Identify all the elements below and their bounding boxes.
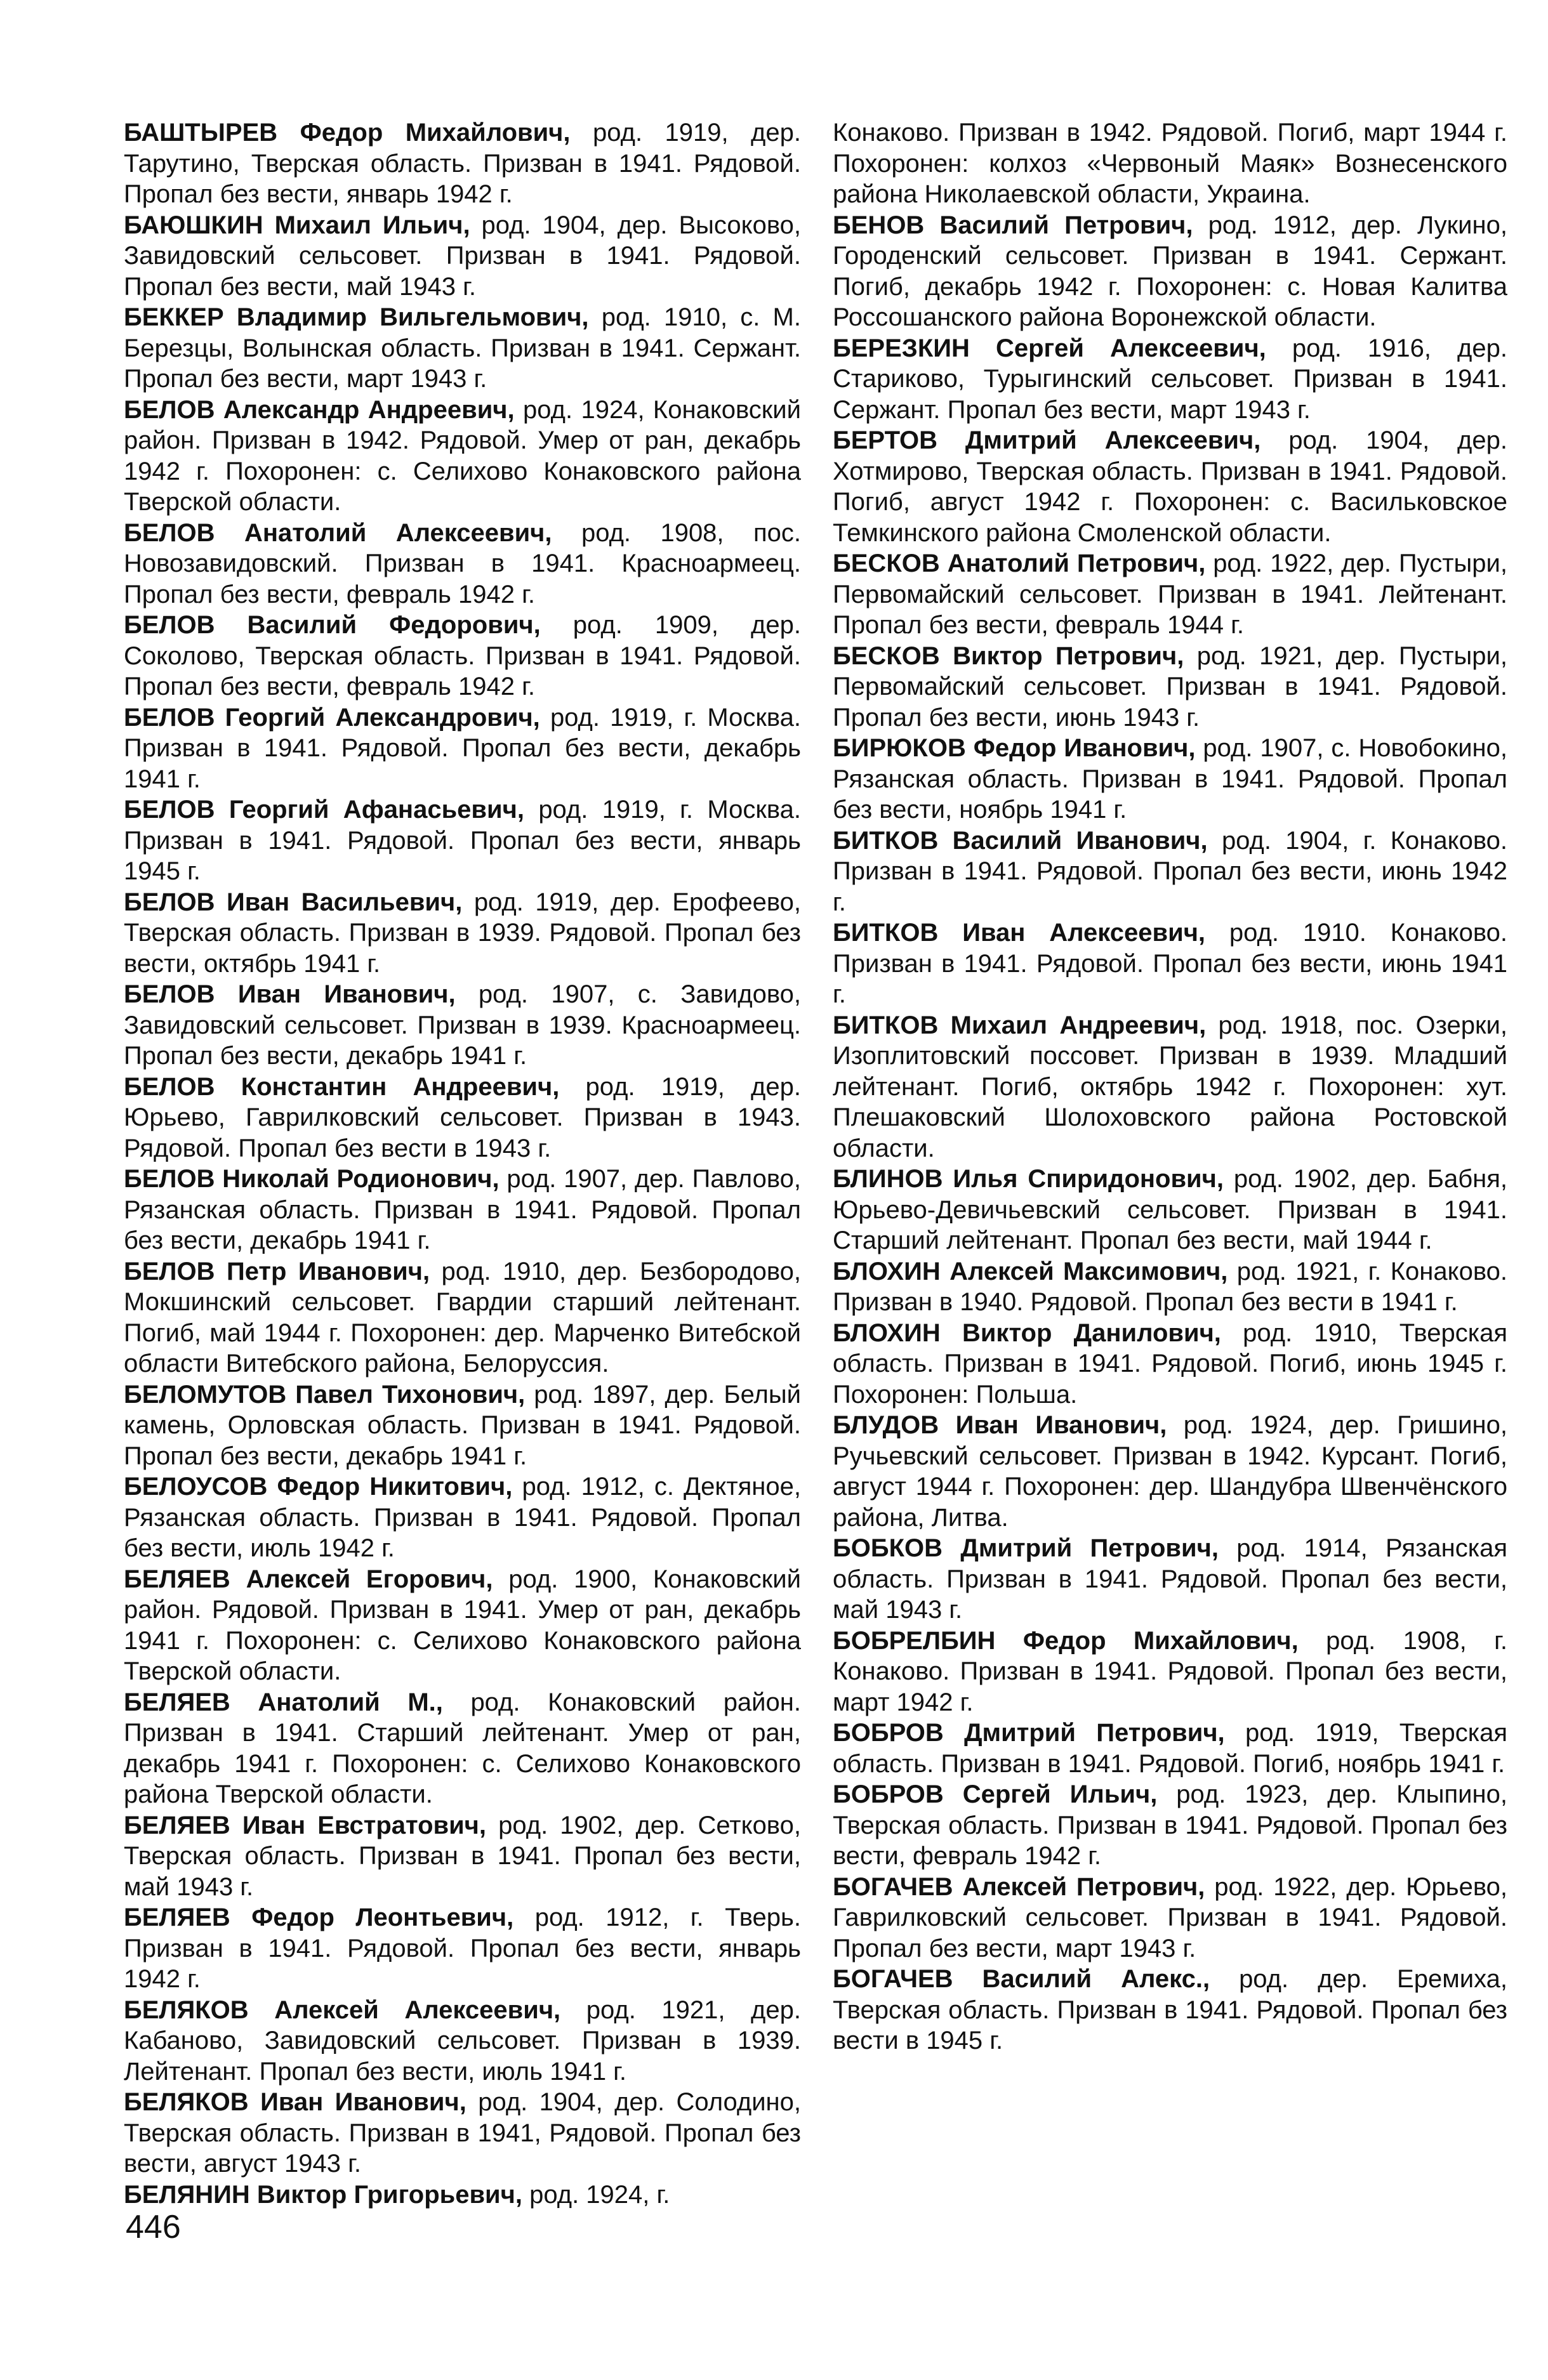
entry-given-name: Георгий Афанасьевич, — [228, 796, 524, 824]
entry-details: род. 1902, дер. Бабня, Юрьево-Девичьевский сельсовет. Призван в 1941. Старший лейтенант. Пропал без вести, май 1944 г. — [833, 1165, 1508, 1254]
entry — [124, 887, 801, 980]
entry-given-name: Анатолий М., — [258, 1688, 443, 1716]
entry-details: род. Конаковский район. Призван в 1941. Старший лейтенант. Умер от ран, декабрь 1941 г. Похоронен: с. Селихово Конаковского района Тверской области. — [124, 1688, 801, 1808]
entry-details: род. 1904, дер. Хотмирово, Тверская область. Призван в 1941. Рядовой. Погиб, август 1942 г. Похоронен: с. Васильковское Темкинского района Смоленской области. — [833, 426, 1507, 547]
entry-surname: БИРЮКОВ — [833, 734, 966, 762]
entry-given-name: Илья Спиридонович, — [953, 1165, 1224, 1193]
entry — [124, 1379, 801, 1472]
entry-surname: БЕЛЯЕВ — [124, 1903, 230, 1931]
entry — [833, 425, 1507, 548]
entry — [124, 1810, 801, 1903]
entry-details: род. 1912, с. Дектяное, Рязанская область. Призван в 1941. Рядовой. Пропал без вести, июль 1942 г. — [124, 1473, 801, 1562]
entry — [124, 1072, 801, 1164]
entry-given-name: Виктор Данилович, — [962, 1318, 1221, 1347]
entry-details: род. 1919, дер. Юрьево, Гаврилковский сельсовет. Призван в 1943. Рядовой. Пропал без вести в 1943 г. — [124, 1072, 801, 1162]
entry — [833, 1410, 1507, 1533]
entry-surname: БЕРТОВ — [833, 426, 938, 454]
entry — [833, 641, 1507, 733]
entry-given-name: Анатолий Петрович, — [947, 549, 1206, 577]
entry-surname: БАШТЫРЕВ — [124, 119, 278, 147]
entry-details: род. 1910, с. М. Березцы, Волынская область. Призван в 1941. Сержант. Пропал без вести, март 1943 г. — [124, 303, 801, 393]
entry — [833, 917, 1507, 1010]
entry-surname: БЕЛОВ — [124, 980, 215, 1008]
entry — [124, 2087, 801, 2179]
entry-details: род. 1909, дер. Соколово, Тверская область. Призван в 1941. Рядовой. Пропал без вести, февраль 1942 г. — [124, 611, 801, 700]
entry-details: род. 1924, Конаковский район. Призван в 1942. Рядовой. Умер от ран, декабрь 1942 г. Похоронен: с. Селихово Конаковского района Тверской области. — [124, 395, 801, 516]
entry-details: род. 1910, Тверская область. Призван в 1941. Рядовой. Погиб, июнь 1945 г. Похоронен: Польша. — [833, 1318, 1507, 1409]
entry-surname: БЕЛЯЕВ — [124, 1811, 230, 1839]
entry — [124, 210, 801, 303]
entry-details: род. 1924, дер. Гришино, Ручьевский сельсовет. Призван в 1942. Курсант. Погиб, август 1944 г. Похоронен: дер. Шандубра Швенчёнского района, Литва. — [833, 1411, 1507, 1532]
entry-surname: БЕЛОУСОВ — [124, 1473, 268, 1501]
entry-surname: БОГАЧЕВ — [833, 1965, 953, 1993]
entry-details: род. 1907, с. Завидово, Завидовский сельсовет. Призван в 1939. Красноармеец. Пропал без вести, декабрь 1941 г. — [124, 980, 801, 1070]
entry — [833, 1872, 1507, 1964]
entry — [124, 1256, 801, 1379]
entry-details: род. 1919, Тверская область. Призван в 1941. Рядовой. Погиб, ноябрь 1941 г. — [833, 1719, 1507, 1778]
entry-given-name: Иван Иванович, — [260, 2088, 466, 2116]
entry-given-name: Федор Иванович, — [973, 734, 1196, 762]
entry-surname: БЕЛЯЕВ — [124, 1565, 230, 1593]
entry-given-name: Петр Иванович, — [226, 1257, 430, 1285]
entry-surname: БЕЛОВ — [124, 395, 215, 424]
entry-details: род. 1902, дер. Сетково, Тверская область. Призван в 1941. Пропал без вести, май 1943 г. — [124, 1811, 801, 1901]
entry — [833, 117, 1507, 210]
entry-surname: БЕСКОВ — [833, 641, 940, 670]
entry-details: род. 1904, дер. Солодино, Тверская область. Призван в 1941, Рядовой. Пропал без вести, август 1943 г. — [124, 2088, 801, 2178]
entry-surname: БИТКОВ — [833, 1011, 939, 1039]
entry-details: род. 1907, дер. Павлово, Рязанская область. Призван в 1941. Рядовой. Пропал без вести, декабрь 1941 г. — [124, 1165, 801, 1254]
entry-given-name: Иван Иванович, — [955, 1411, 1167, 1439]
entry-given-name: Михаил Ильич, — [274, 211, 470, 239]
entry — [124, 610, 801, 702]
entry-given-name: Дмитрий Петрович, — [964, 1719, 1225, 1747]
entry-details: род. 1897, дер. Белый камень, Орловская область. Призван в 1941. Рядовой. Пропал без вести, декабрь 1941 г. — [124, 1380, 801, 1470]
entry — [833, 1256, 1507, 1318]
entry-surname: БАЮШКИН — [124, 211, 263, 239]
entry-given-name: Василий Петрович, — [939, 211, 1193, 239]
entry-given-name: Василий Алекс., — [982, 1965, 1210, 1993]
entry-given-name: Федор Никитович, — [277, 1473, 513, 1501]
entry-surname: БИТКОВ — [833, 826, 939, 855]
entry — [124, 979, 801, 1072]
entry-given-name: Дмитрий Алексеевич, — [965, 426, 1261, 454]
entry-details: род. 1916, дер. Стариково, Турыгинский сельсовет. Призван в 1941. Сержант. Пропал без вести, март 1943 г. — [833, 334, 1507, 424]
entry — [124, 1471, 801, 1564]
entry-surname: БЕЛОВ — [124, 796, 215, 824]
entry-details: род. дер. Еремиха, Тверская область. Призван в 1941. Рядовой. Пропал без вести в 1945 г. — [833, 1965, 1507, 2055]
entry-surname: БЕЛЯНИН — [124, 2180, 250, 2209]
entry-details: род. 1919, дер. Ерофеево, Тверская область. Призван в 1939. Рядовой. Пропал без вести, октябрь 1941 г. — [124, 888, 801, 978]
entry-given-name: Алексей Егорович, — [246, 1565, 493, 1593]
entry-details: род. 1921, дер. Пустыри, Первомайский сельсовет. Призван в 1941. Рядовой. Пропал без вести, июнь 1943 г. — [833, 641, 1507, 732]
entry-details: род. 1921, г. Конаково. Призван в 1940. Рядовой. Пропал без вести в 1941 г. — [833, 1257, 1507, 1316]
entry-surname: БОБРЕЛБИН — [833, 1626, 996, 1655]
entry-details: род. 1921, дер. Кабаново, Завидовский сельсовет. Призван в 1939. Лейтенант. Пропал без вести, июль 1941 г. — [124, 1995, 801, 2086]
entry-surname: БОБРОВ — [833, 1780, 944, 1808]
entry-surname: БЕЛОВ — [124, 611, 215, 639]
entry-surname: БЕЛОВ — [124, 518, 215, 547]
entry-details: род. 1900, Конаковский район. Рядовой. Призван в 1941. Умер от ран, декабрь 1941 г. Похоронен: с. Селихово Конаковского района Тверской области. — [124, 1565, 801, 1685]
entry-given-name: Алексей Алексеевич, — [274, 1995, 561, 2024]
entry-surname: БЕРЕЗКИН — [833, 334, 970, 362]
entry-surname: БЕЛОВ — [124, 1072, 215, 1101]
entry — [833, 1626, 1507, 1718]
entry — [124, 1564, 801, 1687]
entry-surname: БИТКОВ — [833, 919, 939, 947]
entry-given-name: Павел Тихонович, — [295, 1380, 526, 1409]
entry-given-name: Виктор Петрович, — [953, 641, 1184, 670]
entry — [124, 518, 801, 610]
entry-surname: БЕККЕР — [124, 303, 224, 331]
entry-details: род. 1908, пос. Новозавидовский. Призван в 1941. Красноармеец. Пропал без вести, февраль 1942 г. — [124, 518, 801, 608]
entry-surname: БЕСКОВ — [833, 549, 940, 577]
entry-given-name: Владимир Вильгельмович, — [236, 303, 589, 331]
entry-details: род. 1919, г. Москва. Призван в 1941. Рядовой. Пропал без вести, январь 1945 г. — [124, 796, 802, 885]
entry — [124, 1164, 801, 1256]
entry — [833, 1964, 1507, 2056]
entry — [124, 302, 801, 395]
entry-given-name: Виктор Григорьевич, — [256, 2180, 522, 2209]
entry — [124, 395, 801, 518]
entry — [833, 210, 1507, 333]
entry — [124, 1995, 801, 2087]
entry-given-name: Дмитрий Петрович, — [960, 1534, 1219, 1562]
entry-surname: БОБКОВ — [833, 1534, 943, 1562]
page-number: 446 — [126, 2209, 181, 2245]
entry-given-name: Федор Михайлович, — [300, 119, 571, 147]
entry-given-name: Василий Иванович, — [952, 826, 1208, 855]
entry — [833, 1164, 1507, 1256]
right-column — [833, 117, 1507, 2056]
entry — [833, 1533, 1507, 1626]
entry-surname: БОГАЧЕВ — [833, 1872, 953, 1901]
entry-given-name: Сергей Ильич, — [962, 1780, 1158, 1808]
entry-surname: БЕНОВ — [833, 211, 925, 239]
entry-surname: БЕЛОВ — [124, 1165, 215, 1193]
entry-given-name: Александр Андреевич, — [223, 395, 515, 424]
entry — [124, 117, 801, 210]
entry — [124, 702, 801, 795]
entry — [833, 548, 1507, 641]
entry-surname: БЕЛОВ — [124, 703, 215, 732]
entry-given-name: Федор Леонтьевич, — [251, 1903, 514, 1931]
entry-surname: БЛОХИН — [833, 1318, 941, 1347]
entry-given-name: Алексей Петрович, — [962, 1872, 1205, 1901]
entry — [833, 1318, 1507, 1410]
entry-details: род. 1910, дер. Безбородово, Мокшинский сельсовет. Гвардии старший лейтенант. Погиб, май 1944 г. Похоронен: дер. Марченко Витебской области Витебского района, Белоруссия. — [124, 1257, 801, 1377]
entry-details: род. 1907, с. Новобокино, Рязанская область. Призван в 1941. Рядовой. Пропал без вести, ноябрь 1941 г. — [833, 734, 1507, 824]
entry-given-name: Георгий Александрович, — [225, 703, 540, 732]
entry-given-name: Иван Евстратович, — [242, 1811, 487, 1839]
entry-given-name: Анатолий Алексеевич, — [244, 518, 552, 547]
entry-surname: БЕЛЯКОВ — [124, 2088, 249, 2116]
entry — [833, 1010, 1507, 1164]
entry-given-name: Федор Михайлович, — [1022, 1626, 1299, 1655]
entry-details: род. 1924, г. — [529, 2180, 670, 2209]
entry-details: род. 1923, дер. Клыпино, Тверская область. Призван в 1941. Рядовой. Пропал без вести, февраль 1942 г. — [833, 1780, 1507, 1870]
entry-surname: БОБРОВ — [833, 1719, 944, 1747]
entry-details: Конаково. Призван в 1942. Рядовой. Погиб, март 1944 г. Похоронен: колхоз «Червоный Маяк» Вознесенского района Николаевской области, Украина. — [833, 119, 1507, 208]
entry — [124, 1687, 801, 1810]
entry-surname: БЕЛОВ — [124, 888, 215, 916]
entry — [833, 333, 1507, 426]
entry-details: род. 1922, дер. Юрьево, Гаврилковский сельсовет. Призван в 1941. Рядовой. Пропал без вести, март 1943 г. — [833, 1872, 1507, 1963]
entry — [833, 1779, 1507, 1872]
entry-given-name: Сергей Алексеевич, — [995, 334, 1266, 362]
entry-given-name: Иван Алексеевич, — [962, 919, 1206, 947]
entry-given-name: Константин Андреевич, — [241, 1072, 560, 1101]
entry-given-name: Михаил Андреевич, — [950, 1011, 1207, 1039]
entry — [833, 1718, 1507, 1779]
entry-surname: БЕЛОМУТОВ — [124, 1380, 287, 1409]
entry-details: род. 1922, дер. Пустыри, Первомайский сельсовет. Призван в 1941. Лейтенант. Пропал без вести, февраль 1944 г. — [833, 549, 1507, 639]
entry-details: род. 1919, г. Москва. Призван в 1941. Рядовой. Пропал без вести, декабрь 1941 г. — [124, 703, 801, 793]
entry — [124, 1902, 801, 1995]
entry-surname: БЕЛЯЕВ — [124, 1688, 230, 1716]
entry-details: род. 1914, Рязанская область. Призван в 1941. Рядовой. Пропал без вести, май 1943 г. — [833, 1534, 1507, 1624]
entry-given-name: Иван Иванович, — [237, 980, 456, 1008]
entry-details: род. 1918, пос. Озерки, Изоплитовский поссовет. Призван в 1939. Младший лейтенант. Погиб, октябрь 1942 г. Похоронен: хут. Плешаковский Шолоховского района Ростовской области. — [833, 1011, 1507, 1162]
entry — [124, 794, 801, 887]
entry-surname: БЕЛЯКОВ — [124, 1995, 249, 2024]
entry-given-name: Василий Федорович, — [247, 611, 541, 639]
entry-surname: БЛОХИН — [833, 1257, 941, 1285]
entry-details: род. 1904, г. Конаково. Призван в 1941. Рядовой. Пропал без вести, июнь 1942 г. — [833, 826, 1507, 916]
entry-given-name: Иван Васильевич, — [226, 888, 463, 916]
entry-surname: БЛИНОВ — [833, 1165, 943, 1193]
entry-details: род. 1904, дер. Высоково, Завидовский сельсовет. Призван в 1941. Рядовой. Пропал без вести, май 1943 г. — [124, 211, 801, 301]
entry-details: род. 1910. Конаково. Призван в 1941. Рядовой. Пропал без вести, июнь 1941 г. — [833, 919, 1507, 1008]
entry-given-name: Алексей Максимович, — [949, 1257, 1228, 1285]
left-column — [124, 117, 801, 2210]
entry-details: род. 1912, дер. Лукино, Городенский сельсовет. Призван в 1941. Сержант. Погиб, декабрь 1942 г. Похоронен: с. Новая Калитва Россошанского района Воронежской области. — [833, 211, 1507, 331]
entry — [124, 2179, 801, 2211]
entry-details: род. 1919, дер. Тарутино, Тверская область. Призван в 1941. Рядовой. Пропал без вести, январь 1942 г. — [124, 119, 801, 208]
entry-surname: БЕЛОВ — [124, 1257, 215, 1285]
entry — [833, 825, 1507, 918]
entry — [833, 733, 1507, 825]
entry-details: род. 1912, г. Тверь. Призван в 1941. Рядовой. Пропал без вести, январь 1942 г. — [124, 1903, 801, 1993]
entry-given-name: Николай Родионович, — [222, 1165, 499, 1193]
entry-details: род. 1908, г. Конаково. Призван в 1941. Рядовой. Пропал без вести, март 1942 г. — [833, 1626, 1507, 1716]
entry-surname: БЛУДОВ — [833, 1411, 939, 1439]
